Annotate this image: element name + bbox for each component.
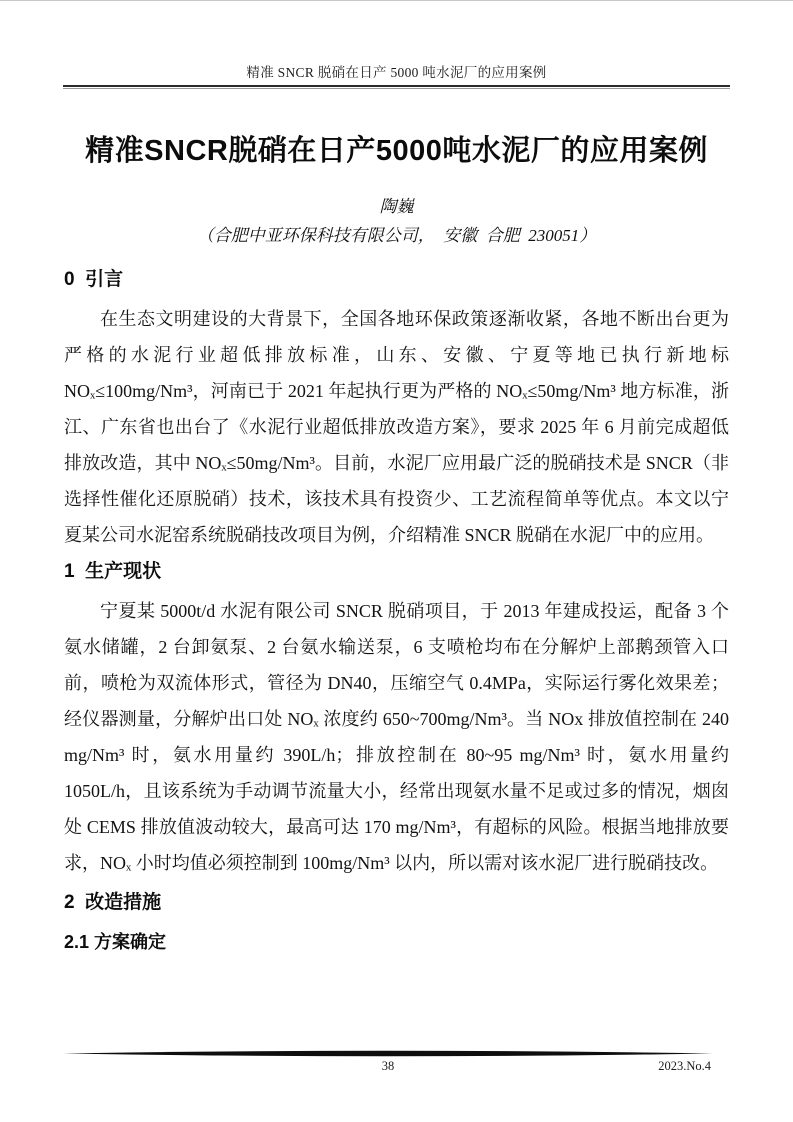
affiliation: （合肥中亚环保科技有限公司， 安徽 合肥 230051） — [196, 226, 597, 245]
paragraph-production-status: 宁夏某 5000t/d 水泥有限公司 SNCR 脱硝项目，于 2013 年建成投运，配备 3 个氨水储罐，2 台卸氨泵、2 台氨水输送泵，6 支喷枪均布在分解炉上部鹅颈管入口前，喷枪为双流体形式，管径为 DN40，压缩空气 0.4MPa，实际运行雾化效果差；经仪器测量，分解炉出口处 NOₓ 浓度约 650~700mg/Nm³。当 NOx 排放值控制在 240 mg/Nm³ 时，氨水用量约 390L/h；排放控制在 80~95 mg/Nm³ 时，氨水用量约 1050L/h，且该系统为手动调节流量大小，经常出现氨水量不足或过多的情况，烟囱处 CEMS 排放值波动较大，最高可达 170 mg/Nm³，有超标的风险。根据当地排放要求，NOₓ 小时均值必须控制到 100mg/Nm³ 以内，所以需对该水泥厂进行脱硝技改。 — [64, 601, 729, 873]
footer-divider — [63, 1050, 713, 1057]
header-rule — [63, 85, 730, 89]
page-number: 38 — [381, 1059, 395, 1073]
paragraph-introduction: 在生态文明建设的大背景下，全国各地环保政策逐渐收紧，各地不断出台更为严格的水泥行业超低排放标准，山东、安徽、宁夏等地已执行新地标NOₓ≤100mg/Nm³，河南已于 2021 年起执行更为严格的 NOₓ≤50mg/Nm³ 地方标准，浙江、广东省也出台了《水泥行业超低排放改造方案》，要求 2025 年 6 月前完成超低排放改造，其中 NOₓ≤50mg/Nm³。目前，水泥厂应用最广泛的脱硝技术是 SNCR（非选择性催化还原脱硝）技术，该技术具有投资少、工艺流程简单等优点。本文以宁夏某公司水泥窑系统脱硝技改项目为例，介绍精准 SNCR 脱硝在水泥厂中的应用。 — [64, 309, 729, 545]
section-heading-introduction: 0 引言 — [64, 269, 124, 290]
section-heading-retrofit-measures: 2 改造措施 — [64, 892, 162, 913]
running-header: 精准 SNCR 脱硝在日产 5000 吨水泥厂的应用案例 — [246, 65, 547, 80]
section-heading-production-status: 1 生产现状 — [64, 561, 162, 582]
subsection-heading-plan-determination: 2.1 方案确定 — [64, 932, 167, 952]
author-name: 陶巍 — [379, 197, 414, 216]
page-title: 精准SNCR脱硝在日产5000吨水泥厂的应用案例 — [85, 135, 708, 167]
issue-number: 2023.No.4 — [658, 1059, 711, 1073]
page-footer — [63, 1050, 713, 1074]
